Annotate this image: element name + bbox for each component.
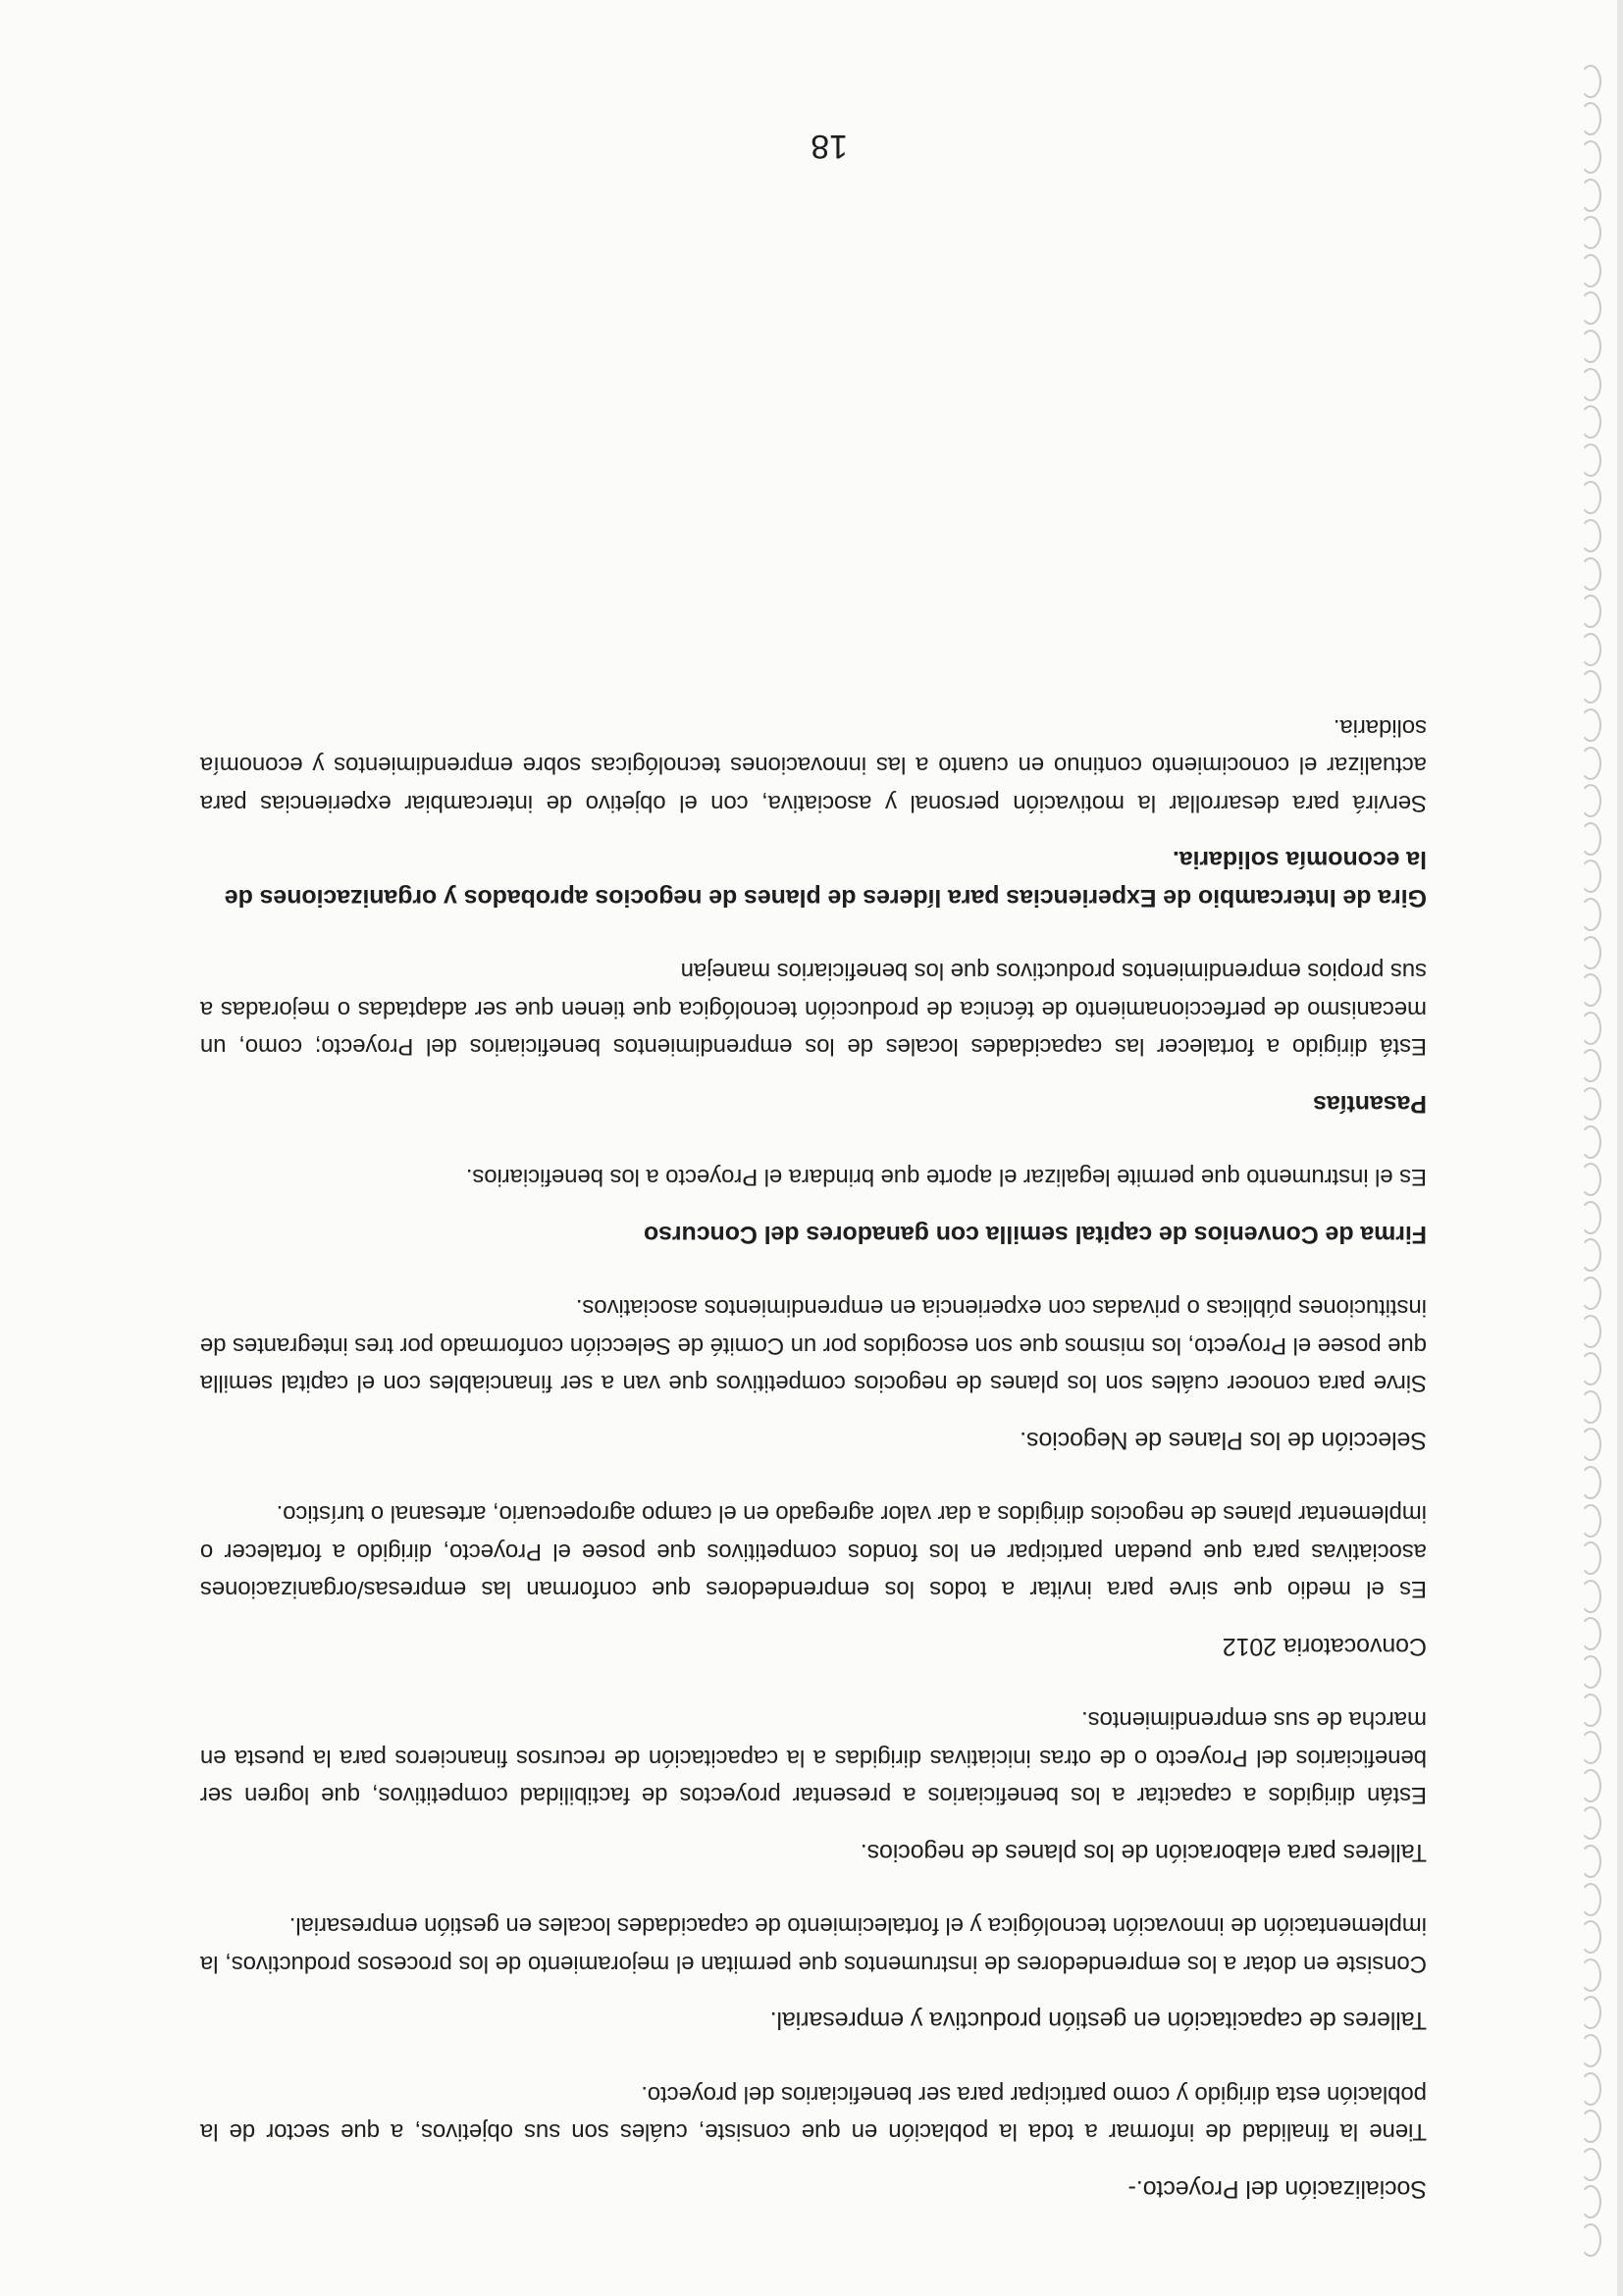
binding-ring (1580, 405, 1601, 439)
section-title: Gira de Intercambio de Experiencias para líderes de planes de negocios aprobados y organizaciones de la economía solidaria. (224, 846, 1427, 912)
section-convocatoria (200, 1494, 1427, 1665)
section-paragraph: Es el instrumento que permite legalizar el aporte que brindara el Proyecto a los beneficiarios. (465, 1164, 1427, 1191)
section-title: Talleres para elaboración de los planes de negocios. (860, 1839, 1427, 1866)
binding-ring (1580, 1504, 1601, 1538)
binding-ring (1580, 519, 1601, 552)
binding-ring (1580, 784, 1601, 817)
binding-ring (1580, 2034, 1601, 2067)
binding-ring (1580, 1541, 1601, 1575)
binding-ring (1580, 1806, 1601, 1840)
binding-ring (1580, 1694, 1601, 1727)
section-talleres-gestion (200, 1906, 1427, 2040)
binding-ring (1580, 822, 1601, 856)
section-paragraph: Consiste en dotar a los emprendedores de instrumentos que permitan el mejoramiento de los procesos productivos, la implementación de innovación tecnológica y el fortalecimiento de capacidades locales en gestión empresarial. (200, 1912, 1427, 1977)
binding-ring (1580, 708, 1601, 742)
binding-ring (1580, 1617, 1601, 1650)
binding-ring (1580, 595, 1601, 628)
section-paragraph: Tiene la finalidad de informar a toda la población en que consiste, cuáles son sus objetivos, a que sector de la población esta dirigido y como participar para ser beneficiarios del proyecto. (200, 2081, 1427, 2146)
binding-ring (1580, 1580, 1601, 1613)
binding-ring (1580, 1390, 1601, 1424)
binding-ring (1580, 1125, 1601, 1159)
binding-ring (1580, 481, 1601, 514)
binding-ring (1580, 291, 1601, 325)
binding-ring (1580, 898, 1601, 931)
binding-ring (1580, 1201, 1601, 1234)
binding-ring (1580, 2148, 1601, 2181)
binding-ring (1580, 2185, 1601, 2218)
binding-ring (1580, 973, 1601, 1007)
section-title: Socialización del Proyecto.- (1127, 2175, 1427, 2203)
section-title: Firma de Convenios de capital semilla con ganadores del Concurso (644, 1221, 1427, 1248)
binding-ring (1580, 1883, 1601, 1916)
section-paragraph: Está dirigido a fortalecer las capacidades locales de los emprendimientos beneficiarios del Proyecto; como, un mecanismo de perfeccionamiento de técnica de producción tecnológica que tienen que ser adaptadas o mejoradas a sus propios emprendimientos productivos que los beneficiarios manejan (200, 958, 1427, 1061)
section-paragraph: Es el medio que sirve para invitar a todos los emprendedores que conforman las empresas/organizaciones asociativas para que puedan participar en los fondos competitivos que posee el Proyecto, dirigido a fortalecer o implementar planes de negocios dirigidos a dar valor agregado en el campo agropecuario, artesanal o turístico. (200, 1500, 1427, 1603)
section-title: Selección de los Planes de Negocios. (1020, 1427, 1427, 1454)
binding-ring (1580, 1049, 1601, 1082)
paper-edge (1617, 0, 1623, 2296)
binding-ring (1580, 1352, 1601, 1385)
binding-ring (1580, 1163, 1601, 1196)
binding-ring (1580, 2223, 1601, 2257)
section-gira-intercambio (200, 708, 1427, 917)
binding-ring (1580, 1958, 1601, 1992)
section-paragraph: Están dirigidos a capacitar a los beneficiarios a presentar proyectos de factibilidad competitivos, que logren ser beneficiarios del Proyecto o de otras iniciativas dirigidas a la capacitación de recursos financieros para la puesta en marcha de sus emprendimientos. (200, 1706, 1427, 1809)
binding-ring (1580, 444, 1601, 477)
binding-ring (1580, 557, 1601, 591)
section-paragraph: Sirve para conocer cuáles son los planes de negocios competitivos que van a ser financiables con el capital semilla que posee el Proyecto, los mismos que son escogidos por un Comité de Selección conformado por tres integrantes de instituciones públicas o privadas con experiencia en emprendimientos asociativos. (200, 1294, 1427, 1397)
spiral-binding (1570, 39, 1609, 2257)
binding-ring (1580, 860, 1601, 893)
binding-ring (1580, 1238, 1601, 1272)
binding-ring (1580, 670, 1601, 704)
section-title: Convocatoria 2012 (1222, 1633, 1427, 1660)
section-title: Pasantías (1313, 1090, 1427, 1118)
binding-ring (1580, 1012, 1601, 1045)
section-socializacion (200, 2075, 1427, 2209)
binding-ring (1580, 1920, 1601, 1954)
document-body (200, 673, 1427, 2209)
binding-ring (1580, 1845, 1601, 1878)
section-seleccion (200, 1288, 1427, 1459)
binding-ring (1580, 179, 1601, 212)
section-title: Talleres de capacitación en gestión productiva y empresarial. (769, 2007, 1427, 2035)
binding-ring (1580, 747, 1601, 780)
binding-ring (1580, 254, 1601, 287)
binding-ring (1580, 1769, 1601, 1802)
binding-ring (1580, 65, 1601, 98)
section-talleres-planes (200, 1700, 1427, 1871)
binding-ring (1580, 1731, 1601, 1764)
binding-ring (1580, 330, 1601, 363)
binding-ring (1580, 216, 1601, 249)
binding-ring (1580, 1996, 1601, 2029)
binding-ring (1580, 140, 1601, 174)
binding-ring (1580, 2110, 1601, 2143)
binding-ring (1580, 2072, 1601, 2106)
section-pasantias (200, 952, 1427, 1122)
binding-ring (1580, 368, 1601, 401)
binding-ring (1580, 1087, 1601, 1121)
binding-ring (1580, 1466, 1601, 1499)
binding-ring (1580, 1655, 1601, 1689)
binding-ring (1580, 1315, 1601, 1348)
page-number: 18 (811, 128, 848, 165)
section-paragraph: Servirá para desarrollar la motivación personal y asociativa, con el objetivo de intercambiar experiencias para actualizar el conocimiento continuo en cuanto a las innovaciones tecnológicas sobre emprendimientos y economía solidaria. (200, 714, 1427, 816)
binding-ring (1580, 102, 1601, 135)
binding-ring (1580, 936, 1601, 969)
binding-ring (1580, 1277, 1601, 1310)
binding-ring (1580, 1428, 1601, 1461)
binding-ring (1580, 633, 1601, 666)
section-firma-convenios (200, 1158, 1427, 1253)
